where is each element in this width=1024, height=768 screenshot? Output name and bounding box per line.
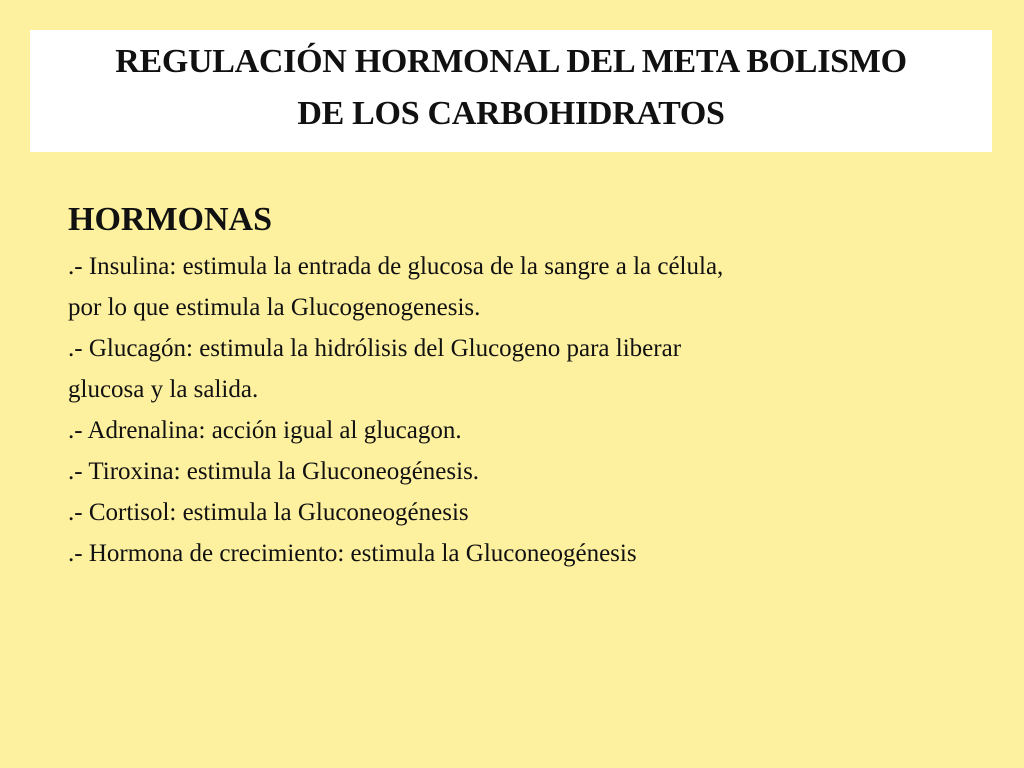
slide-title-line-1: REGULACIÓN HORMONAL DEL META BOLISMO (115, 43, 907, 80)
body-line-adrenalina: .- Adrenalina: acción igual al glucagon. (68, 417, 462, 444)
body-line-glucagon: .- Glucagón: estimula la hidrólisis del Glucogeno para liberar (68, 335, 682, 362)
title-box (30, 30, 992, 152)
content-area (68, 196, 998, 574)
slide-title-line-2: DE LOS CARBOHIDRATOS (297, 95, 725, 132)
body-line-tiroxina: .- Tiroxina: estimula la Gluconeogénesis. (68, 458, 480, 485)
body-line-cortisol: .- Cortisol: estimula la Gluconeogénesis (68, 499, 469, 526)
body-line-hormona-crecimiento: .- Hormona de crecimiento: estimula la Gluconeogénesis (68, 540, 637, 567)
body-line-glucagon-cont: glucosa y la salida. (68, 376, 259, 403)
body-line-insulina: .- Insulina: estimula la entrada de glucosa de la sangre a la célula, (68, 253, 724, 280)
section-heading: HORMONAS (68, 201, 272, 238)
body-line-insulina-cont: por lo que estimula la Glucogenogenesis. (68, 294, 481, 321)
